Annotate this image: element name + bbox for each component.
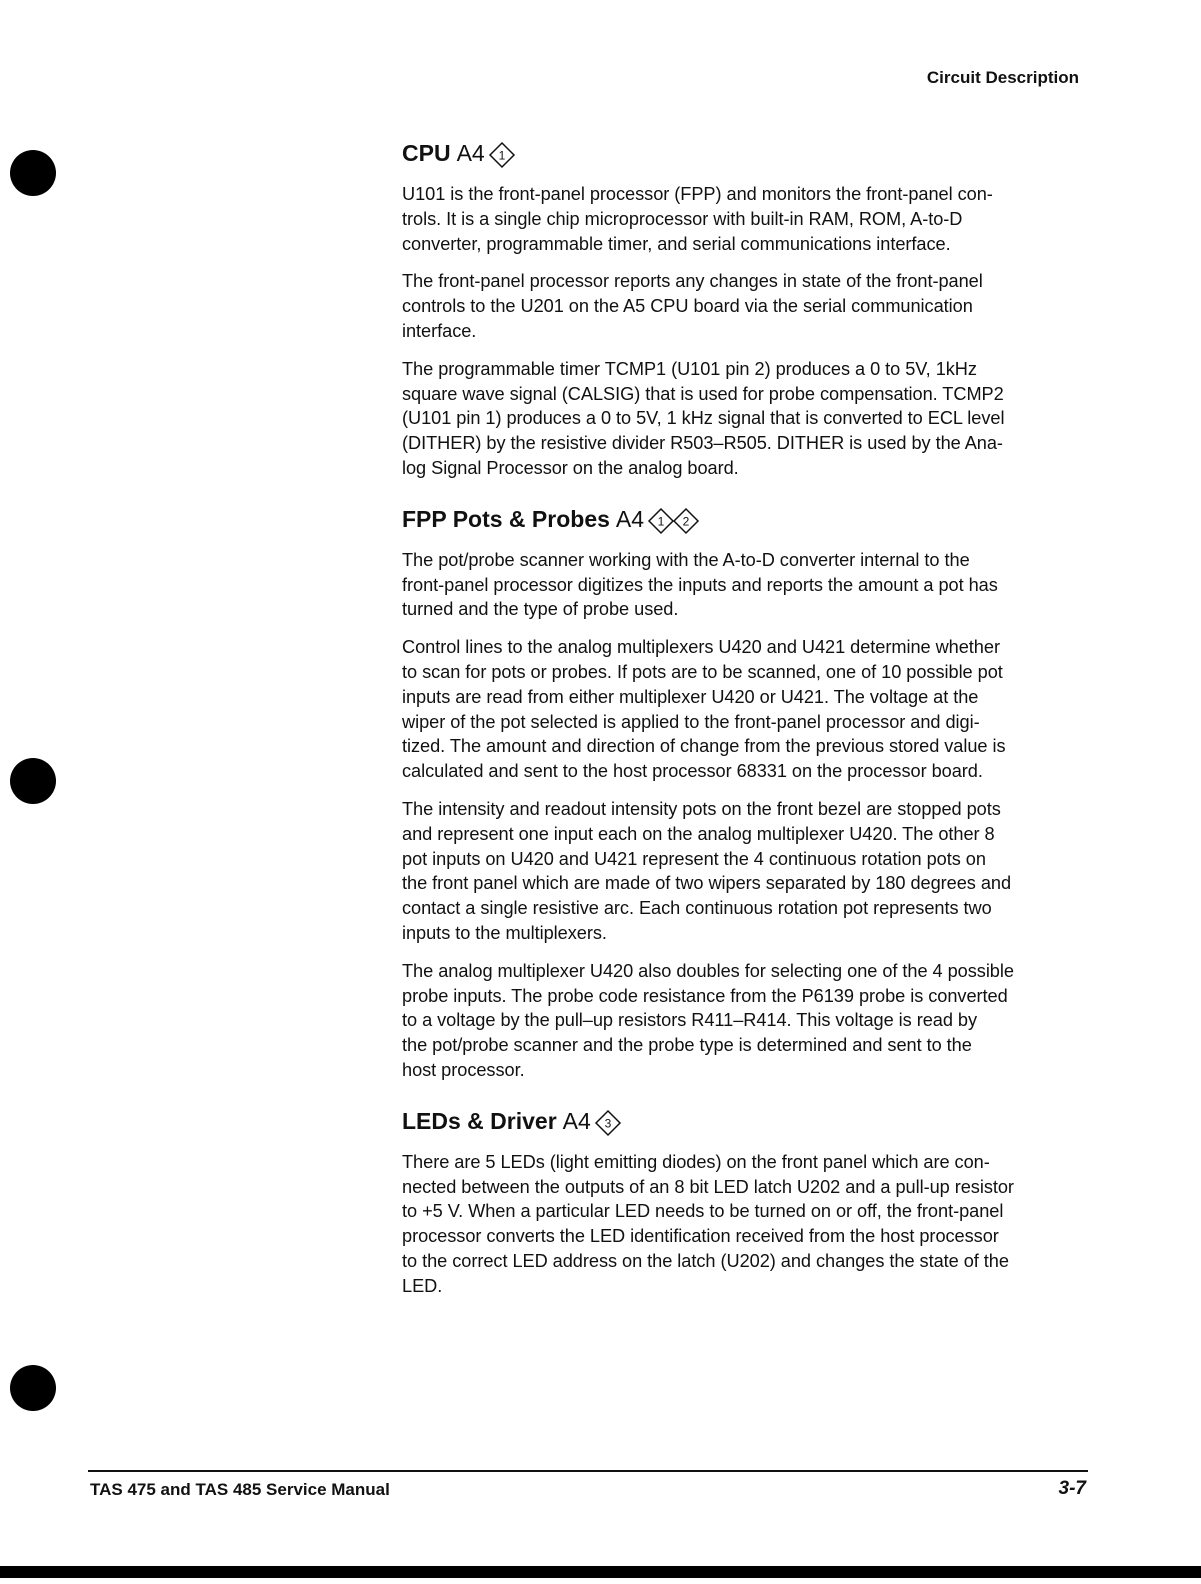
schematic-marker-group: [594, 1109, 622, 1137]
section-title: FPP Pots & Probes: [402, 505, 610, 532]
paragraph: There are 5 LEDs (light emitting diodes) on the front panel which are con- nected between the outputs of an 8 bit LED latch U202 and a pull-up resistor to +5 V. When a particular LED needs to be turned on or off, the front-panel processor converts the LED identification received from the host processor to the correct LED address on the latch (U202) and changes the state of the LED.: [402, 1151, 1014, 1296]
section-board-ref: A4: [562, 1107, 591, 1134]
binder-hole: [10, 758, 56, 804]
section-heading: [402, 128, 1092, 178]
section-fpp-pots-probes: [402, 494, 1092, 1083]
diamond-marker-icon: [647, 507, 675, 535]
section-heading: [402, 1096, 1092, 1146]
section-title: LEDs & Driver: [402, 1107, 557, 1134]
binder-hole: [10, 150, 56, 196]
footer-manual-title: TAS 475 and TAS 485 Service Manual: [90, 1480, 390, 1499]
schematic-marker-group: [488, 141, 516, 169]
paragraph: The pot/probe scanner working with the A-to-D converter internal to the front-panel processor digitizes the inputs and reports the amount a pot has turned and the type of probe used.: [402, 549, 998, 620]
section-board-ref: A4: [615, 505, 645, 532]
paragraph: The intensity and readout intensity pots on the front bezel are stopped pots and represent one input each on the analog multiplexer U420. The other 8 pot inputs on U420 and U421 represent the 4 continuous rotation pots on the front panel which are made of two wipers separated by 180 degrees and contact a single resistive arc. Each continuous rotation pot represents two inputs to the multiplexers.: [402, 798, 1012, 943]
binder-hole: [10, 1365, 56, 1411]
page-body: [402, 128, 1092, 1311]
footer-rule: [88, 1470, 1088, 1472]
section-leds-driver: [402, 1096, 1092, 1299]
diamond-marker-icon: [672, 507, 700, 535]
paragraph: Control lines to the analog multiplexers U420 and U421 determine whether to scan for pots or probes. If pots are to be scanned, one of 10 possible pot inputs are read from either multiplexer U420 or U421. The voltage at the wiper of the pot selected is applied to the front-panel processor and digi- tized. The amount and direction of change from the previous stored value is calculated and sent to the host processor 68331 on the processor board.: [402, 637, 1006, 782]
running-header: Circuit Description: [926, 68, 1079, 87]
scan-edge-bar: [0, 1566, 1201, 1578]
section-board-ref: A4: [456, 140, 485, 166]
section-heading: [402, 494, 1092, 544]
section-title: CPU: [402, 140, 451, 166]
svg-text:1: 1: [498, 148, 506, 163]
paragraph: The analog multiplexer U420 also doubles for selecting one of the 4 possible probe inputs. The probe code resistance from the P6139 probe is converted to a voltage by the pull–up resistors R411–R414. This voltage is read by the pot/probe scanner and the probe type is determined and sent to the host processor.: [402, 960, 1014, 1080]
diamond-marker-icon: [594, 1109, 622, 1137]
svg-text:3: 3: [604, 1116, 612, 1131]
page-number: 3-7: [1058, 1478, 1086, 1499]
svg-text:2: 2: [682, 514, 690, 529]
section-cpu: [402, 128, 1092, 481]
paragraph: U101 is the front-panel processor (FPP) and monitors the front-panel con- trols. It is a single chip microprocessor with built-in RAM, ROM, A-to-D converter, programmable timer, and serial communications interface.: [402, 184, 993, 254]
diamond-marker-icon: [488, 141, 516, 169]
svg-text:1: 1: [657, 514, 665, 529]
schematic-marker-group: [647, 507, 700, 535]
paragraph: The front-panel processor reports any changes in state of the front-panel controls to the U201 on the A5 CPU board via the serial communication interface.: [402, 271, 983, 341]
paragraph: The programmable timer TCMP1 (U101 pin 2) produces a 0 to 5V, 1kHz square wave signal (CALSIG) that is used for probe compensation. TCMP2 (U101 pin 1) produces a 0 to 5V, 1 kHz signal that is converted to ECL level (DITHER) by the resistive divider R503–R505. DITHER is used by the Ana- log Signal Processor on the analog board.: [402, 358, 1005, 478]
